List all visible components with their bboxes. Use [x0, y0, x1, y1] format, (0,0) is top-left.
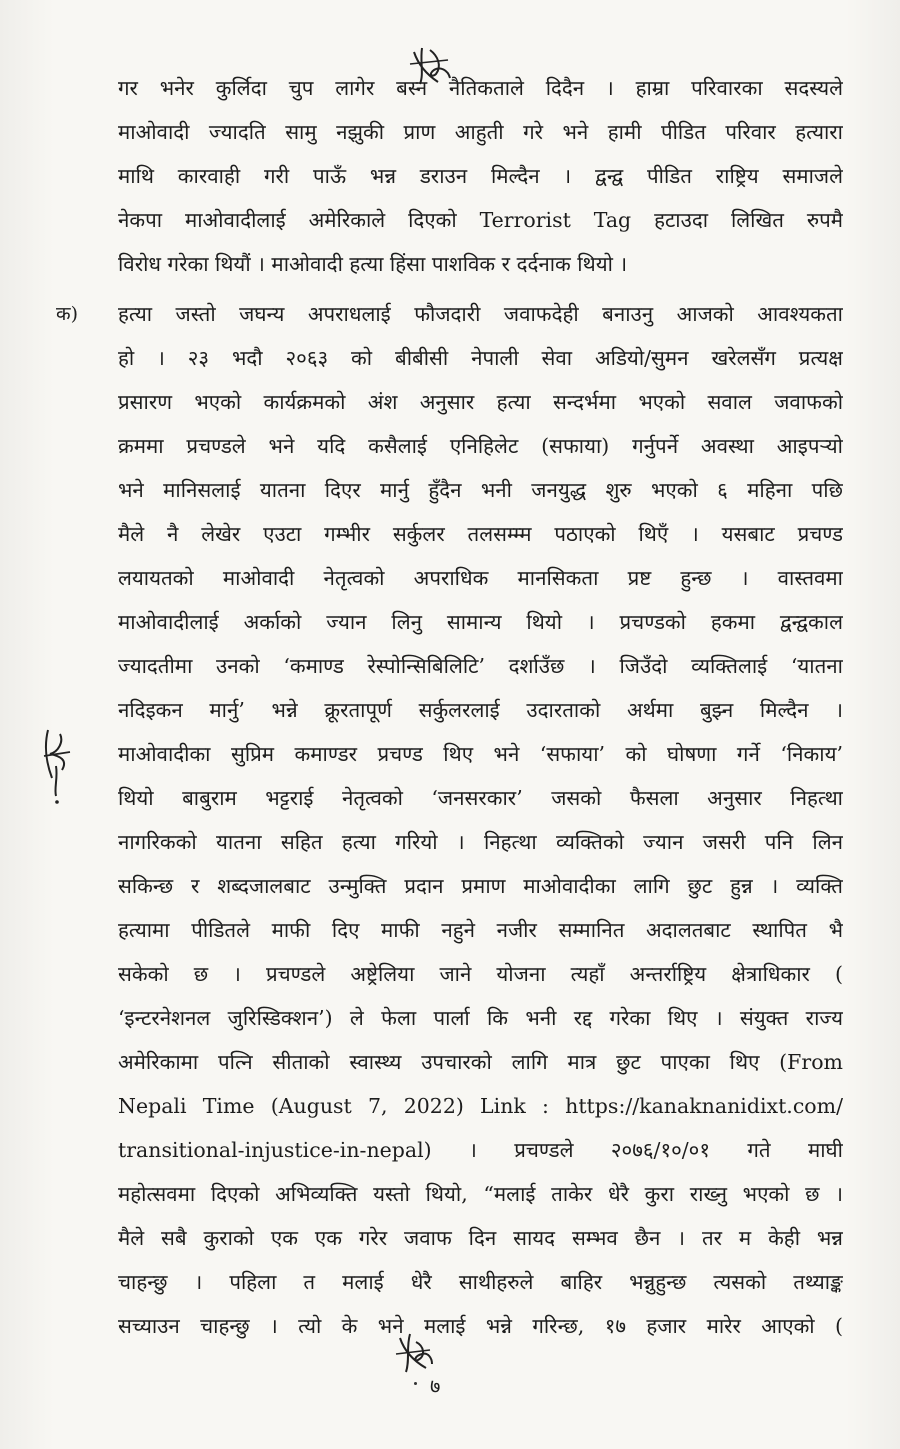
text-line: माओवादी ज्यादति सामु नझुकी प्राण आहुती गरे भने हामी पीडित परिवार हत्यारा — [118, 120, 843, 144]
paragraph-marker: क) — [56, 303, 79, 325]
text-line: माथि कारवाही गरी पाऊँ भन्न डराउन मिल्दैन । द्वन्द्व पीडित राष्ट्रिय समाजले — [118, 164, 843, 188]
text-line: सकिन्छ र शब्दजालबाट उन्मुक्ति प्रदान प्रमाण माओवादीका लागि छुट हुन्न । व्यक्ति — [118, 874, 843, 898]
text-line: लयायतको माओवादी नेतृत्वको अपराधिक मानसिकता प्रष्ट हुन्छ । वास्तवमा — [118, 566, 843, 590]
text-line: भने मानिसलाई यातना दिएर मार्नु हुँदैन भनी जनयुद्ध शुरु भएको ६ महिना पछि — [118, 478, 843, 502]
margin-signature-mark — [40, 726, 74, 806]
page-number: ७ — [430, 1374, 441, 1398]
text-line: हो । २३ भदौ २०६३ को बीबीसी नेपाली सेवा अडियो/सुमन खरेलसँग प्रत्यक्ष — [118, 346, 843, 370]
text-line: विरोध गरेका थियौं । माओवादी हत्या हिंसा पाशविक र दर्दनाक थियो । — [118, 252, 628, 276]
text-line: प्रसारण भएको कार्यक्रमको अंश अनुसार हत्या सन्दर्भमा भएको सवाल जवाफको — [118, 390, 843, 414]
text-line: महोत्सवमा दिएको अभिव्यक्ति यस्तो थियो, “मलाई ताकेर धेरै कुरा राख्नु भएको छ । — [118, 1182, 843, 1206]
text-line: माओवादीलाई अर्काको ज्यान लिनु सामान्य थियो । प्रचण्डको हकमा द्वन्द्वकाल — [118, 610, 843, 634]
text-line: हत्या जस्तो जघन्य अपराधलाई फौजदारी जवाफदेही बनाउनु आजको आवश्यकता — [118, 302, 843, 326]
text-line: सच्याउन चाहन्छु । त्यो के भने मलाई भन्ने गरिन्छ, १७ हजार मारेर आएको ( — [118, 1314, 843, 1338]
text-line: ‘इन्टरनेशनल जुरिस्डिक्शन’) ले फेला पार्ला कि भनी रद्द गरेका थिए । संयुक्त राज्य — [118, 1006, 843, 1030]
text-line: मैले नै लेखेर एउटा गम्भीर सर्कुलर तलसम्म्म पठाएको थिएँ । यसबाट प्रचण्ड — [118, 522, 843, 546]
text-line: हत्यामा पीडितले माफी दिए माफी नहुने नजीर सम्मानित अदालतबाट स्थापित भै — [118, 918, 843, 942]
text-line: नागरिकको यातना सहित हत्या गरियो । निहत्था व्यक्तिको ज्यान जसरी पनि लिन — [118, 830, 843, 854]
ink-dot — [414, 1382, 417, 1385]
text-line: मैले सबै कुराको एक एक गरेर जवाफ दिन सायद सम्भव छैन । तर म केही भन्न — [118, 1226, 843, 1250]
text-line: ज्यादतीमा उनको ‘कमाण्ड रेस्पोन्सिबिलिटि’ दर्शाउँछ । जिउँदो व्यक्तिलाई ‘यातना — [118, 654, 843, 678]
bottom-signature-mark — [392, 1332, 436, 1376]
text-line: अमेरिकामा पत्नि सीताको स्वास्थ्य उपचारको लागि मात्र छुट पाएका थिए (From — [118, 1050, 843, 1074]
text-line: चाहन्छु । पहिला त मलाई धेरै साथीहरुले बाहिर भन्नुहुन्छ त्यसको तथ्याङ्क — [118, 1270, 843, 1294]
text-line: थियो बाबुराम भट्टराई नेतृत्वको ‘जनसरकार’ जसको फैसला अनुसार निहत्था — [118, 786, 843, 810]
text-line: गर भनेर कुर्लिदा चुप लागेर बस्न नैतिकताले दिदैन । हाम्रा परिवारका सदस्यले — [118, 76, 843, 100]
text-line: नेकपा माओवादीलाई अमेरिकाले दिएको Terrorist Tag हटाउदा लिखित रुपमै — [118, 208, 843, 232]
text-line: transitional-injustice-in-nepal) । प्रचण्डले २०७६/१०/०१ गते माघी — [118, 1138, 843, 1162]
text-line: माओवादीका सुप्रिम कमाण्डर प्रचण्ड थिए भने ‘सफाया’ को घोषणा गर्ने ‘निकाय’ — [118, 742, 843, 766]
text-line: नदिइकन मार्नु’ भन्ने क्रूरतापूर्ण सर्कुलरलाई उदारताको अर्थमा बुझ्न मिल्दैन । — [118, 698, 843, 722]
text-line: क्रममा प्रचण्डले भने यदि कसैलाई एनिहिलेट (सफाया) गर्नुपर्ने अवस्था आइपऱ्यो — [118, 434, 843, 458]
text-line: Nepali Time (August 7, 2022) Link : https://kanaknanidixt.com/ — [118, 1094, 843, 1118]
text-line: सकेको छ । प्रचण्डले अष्ट्रेलिया जाने योजना त्यहाँ अन्तर्राष्ट्रिय क्षेत्राधिकार ( — [118, 962, 843, 986]
